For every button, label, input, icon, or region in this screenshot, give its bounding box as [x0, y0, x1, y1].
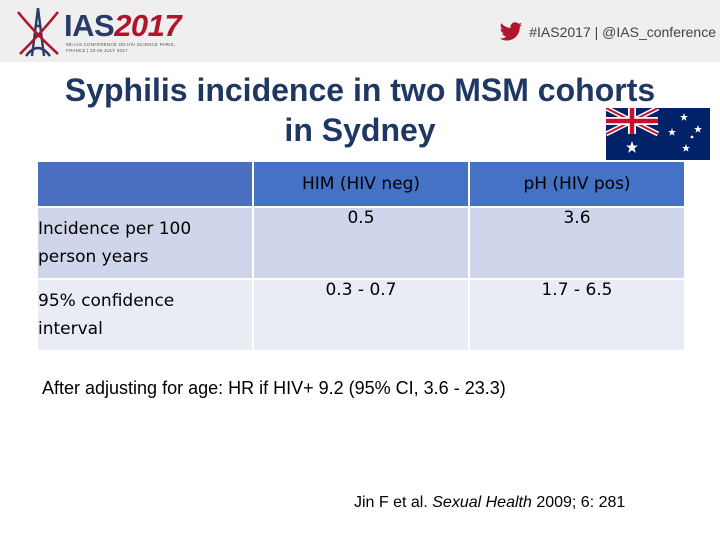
logo-subtitle: 9th IAS CONFERENCE ON HIV SCIENCE PARIS, FRANCE | 23-26 JULY 2017 [66, 42, 176, 53]
table-cell: 0.3 - 0.7 [253, 279, 469, 351]
logo-ias: IAS [64, 8, 115, 43]
table-cell: 1.7 - 6.5 [469, 279, 685, 351]
table-row [37, 279, 685, 351]
table-header-row [37, 161, 685, 207]
slide-title [20, 70, 700, 150]
incidence-table [36, 160, 686, 352]
header-bar [0, 0, 720, 62]
row-label-line-1: Incidence per 100 [38, 219, 192, 239]
table-header-him: HIM (HIV neg) [253, 161, 469, 207]
citation-rest: 2009; 6: 281 [531, 494, 626, 511]
hashtag-text: #IAS2017 | @IAS_conference [529, 24, 716, 40]
citation-author: Jin F et al. [354, 494, 433, 511]
table-cell: 3.6 [469, 207, 685, 279]
table-cell: 0.5 [253, 207, 469, 279]
title-line-1: Syphilis incidence in two MSM cohorts [64, 72, 656, 108]
row-label [37, 279, 253, 351]
conference-hashtag [499, 22, 716, 42]
row-label [37, 207, 253, 279]
citation-journal: Sexual Health [432, 494, 532, 511]
row-label-line-2: interval [38, 319, 103, 339]
logo-year: 2017 [114, 8, 182, 43]
table-row [37, 207, 685, 279]
title-line-2: in Sydney [284, 112, 436, 148]
citation [354, 494, 625, 512]
table-header-empty [37, 161, 253, 207]
table-header-ph: pH (HIV pos) [469, 161, 685, 207]
logo-wordmark [64, 10, 181, 41]
twitter-bird-icon [499, 22, 523, 42]
eiffel-tower-icon [14, 6, 62, 58]
adjusted-hr-note: After adjusting for age: HR if HIV+ 9.2 (95% CI, 3.6 - 23.3) [42, 378, 506, 398]
ias-logo [14, 6, 182, 58]
row-label-line-1: 95% confidence [38, 291, 175, 311]
row-label-line-2: person years [38, 247, 149, 267]
australia-flag-icon [606, 108, 710, 160]
